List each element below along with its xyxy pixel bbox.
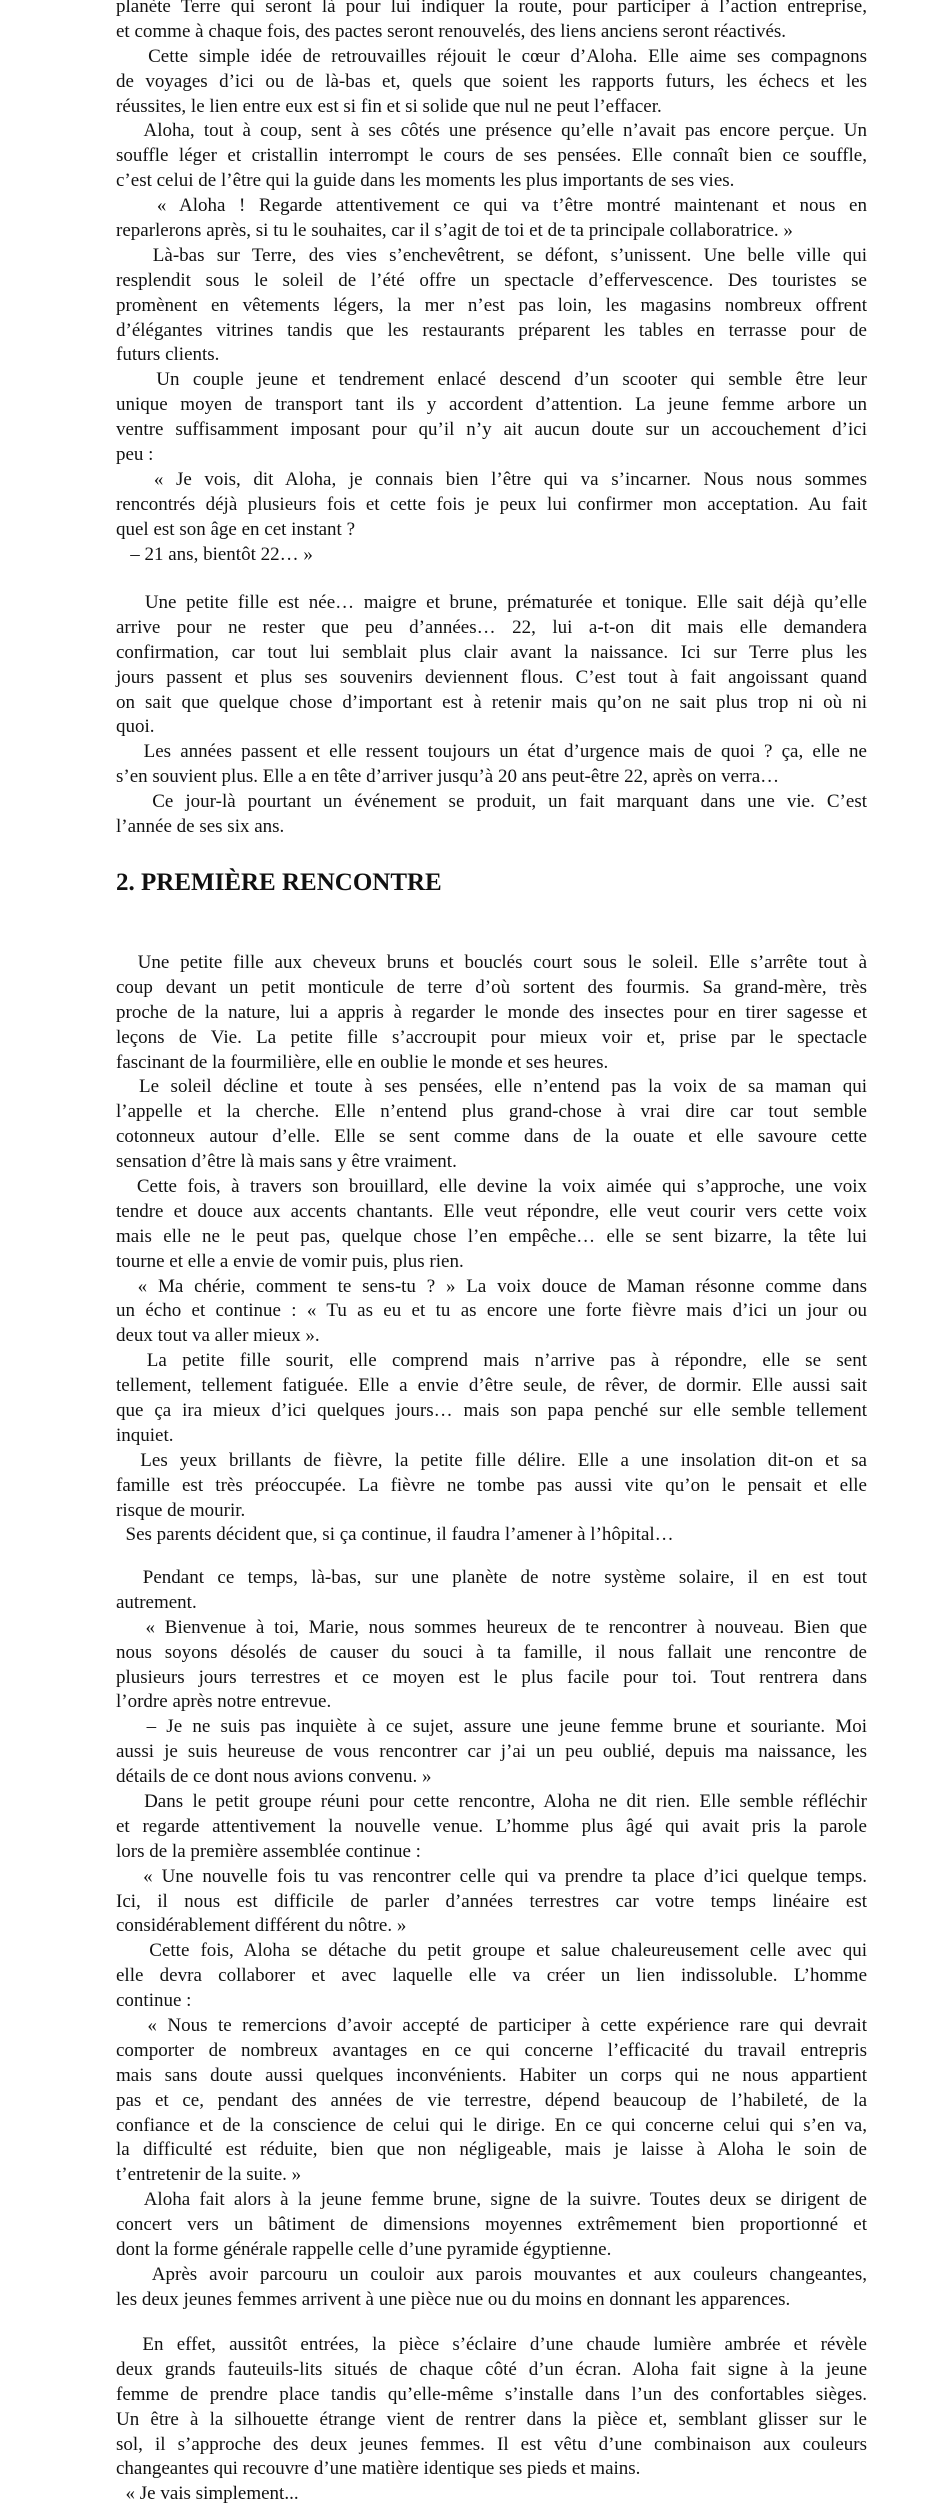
text-line: peu : [116,444,154,466]
text-line: inquiet. [116,1424,174,1446]
paragraph [116,1275,867,1350]
text-line: promènent en vêtements légers, la mer n’est pas loin, les magasins nombreux offrent [116,294,867,316]
text-line: continue : [116,1990,192,2012]
text-line: autrement. [116,1591,197,1613]
text-line: quel est son âge en cet instant ? [116,518,356,540]
paragraph [116,368,867,468]
text-line: coup devant un petit monticule de terre d’où sortent des fourmis. Sa grand-mère, très [116,976,867,998]
text-line: Là-bas sur Terre, des vies s’enchevêtrent, se défont, s’unissent. Une belle ville qui [116,244,867,266]
text-line: cotonneux autour d’elle. Elle se sent comme dans de la ouate et elle savoure cette [116,1126,867,1148]
paragraph [116,194,867,244]
text-line: tellement, tellement fatiguée. Elle a envie d’être seule, de rêver, de dormir. Elle aussi sait [116,1375,867,1397]
text-line: confiance et de la conscience de celui qui le dirige. En ce qui concerne celui qui s’en va, [116,2114,867,2136]
text-line: « Une nouvelle fois tu vas rencontrer celle qui va prendre ta place d’ici quelque temps. [116,1865,867,1887]
text-line: Les années passent et elle ressent toujours un état d’urgence mais de quoi ? ça, elle ne [116,741,867,763]
text-line: Un couple jeune et tendrement enlacé descend d’un scooter qui semble être leur [116,369,867,391]
text-line: l’année de ses six ans. [116,816,285,838]
paragraph [116,740,867,790]
text-line: s’en souvient plus. Elle a en tête d’arriver jusqu’à 20 ans peut-être 22, après on verra… [116,766,780,788]
text-line: Pendant ce temps, là-bas, sur une planète de notre système solaire, il en est tout [116,1567,867,1588]
paragraph [116,119,867,194]
text-line: Une petite fille est née… maigre et brune, prématurée et tonique. Elle sait déjà qu’elle [116,592,867,613]
paragraph [116,1715,867,1790]
text-line: mais elle ne le peut pas, quelque chose l’en empêche… elle se sent bizarre, la tête lui [116,1225,867,1247]
text-line: risque de mourir. [116,1499,246,1521]
text-line: « Je vois, dit Aloha, je connais bien l’être qui va s’incarner. Nous nous sommes [116,468,867,490]
text-block-1 [116,0,867,567]
text-line: Aloha, tout à coup, sent à ses côtés une présence qu’elle n’avait pas encore perçue. Un [116,120,867,142]
text-line: Après avoir parcouru un couloir aux parois mouvantes et aux couleurs changeantes, [116,2263,867,2285]
text-line: jours passent et plus ses souvenirs deviennent flous. C’est tout à fait angoissant quand [116,666,867,688]
paragraph [116,2014,867,2188]
text-line: et comme à chaque fois, des pactes seront renouvelés, des liens anciens seront réactivés. [116,20,787,42]
paragraph [116,45,867,120]
text-line: la difficulté est réduite, bien que non négligeable, mais je laisse à Aloha le soin de [116,2139,867,2161]
text-line: Aloha fait alors à la jeune femme brune, signe de la suivre. Toutes deux se dirigent de [116,2189,867,2211]
text-line: rencontrés déjà plusieurs fois et cette fois je peux lui confirmer mon acceptation. Au fait [116,493,867,515]
text-line: Ce jour-là pourtant un événement se produit, un fait marquant dans une vie. C’est [116,791,867,813]
text-line: quoi. [116,716,155,738]
text-line: Les yeux brillants de fièvre, la petite fille délire. Elle a une insolation dit-on et sa [116,1449,867,1471]
text-line: reparlerons après, si tu le souhaites, car il s’agit de toi et de ta principale collaboratrice. » [116,220,793,242]
text-line: « Nous te remercions d’avoir accepté de participer à cette expérience rare qui devrait [116,2015,867,2037]
text-line: En effet, aussitôt entrées, la pièce s’éclaire d’une chaude lumière ambrée et révèle [116,2334,867,2355]
paragraph [116,790,867,840]
paragraph [116,2333,867,2482]
text-line: un écho et continue : « Tu as eu et tu as encore une forte fièvre mais d’ici un jour ou [116,1300,867,1322]
text-line: lors de la première assemblée continue : [116,1840,421,1862]
text-line: leçons de Vie. La petite fille s’accroupit pour mieux voir et, prise par le spectacle [116,1026,867,1048]
text-line: tendre et douce aux accents chantants. Elle veut répondre, elle veut courir vers cette voix [116,1200,867,1222]
text-block-5 [116,2333,867,2507]
paragraph [116,2482,867,2507]
paragraph [116,1790,867,1865]
text-line: l’ordre après notre entrevue. [116,1691,332,1713]
paragraph [116,1616,867,1716]
text-line: sol, il s’approche des deux jeunes femmes. Il est vêtu d’une combinaison aux couleurs [116,2433,867,2455]
text-line: considérablement différent du nôtre. » [116,1915,407,1937]
text-line: « Ma chérie, comment te sens-tu ? » La voix douce de Maman résonne comme dans [116,1275,867,1297]
text-line: de voyages d’ici ou de là-bas et, quels que soient les rapports futurs, les échecs et les [116,70,867,92]
paragraph [116,1449,867,1524]
paragraph [116,1175,867,1275]
text-block-4 [116,1566,867,2313]
text-line: « Bienvenue à toi, Marie, nous sommes heureux de te rencontrer à nouveau. Bien que [116,1616,867,1638]
text-line: resplendit sous le soleil de l’été offre un spectacle d’effervescence. Des touristes se [116,269,867,291]
paragraph [116,1939,867,2014]
paragraph [116,0,867,45]
text-line: tourne et elle a envie de vomir puis, plus rien. [116,1250,464,1272]
text-line: et regarde attentivement la nouvelle venue. L’homme plus âgé qui avait pris la parole [116,1815,867,1837]
chapter-heading: 2. PREMIÈRE RENCONTRE [116,869,442,896]
text-block-3 [116,951,867,1548]
text-line: Ses parents décident que, si ça continue, il faudra l’amener à l’hôpital… [116,1524,674,1546]
paragraph [116,1523,867,1548]
text-line: Cette simple idée de retrouvailles réjouit le cœur d’Aloha. Elle aime ses compagnons [116,45,867,67]
text-line: La petite fille sourit, elle comprend mais n’arrive pas à répondre, elle se sent [116,1350,867,1372]
text-line: Cette fois, à travers son brouillard, elle devine la voix aimée qui s’approche, une voix [116,1176,867,1198]
text-line: proche de la nature, lui a appris à regarder le monde des insectes pour en tirer sagesse et [116,1001,867,1023]
text-line: Ici, il nous est difficile de parler d’années terrestres car votre temps linéaire est [116,1890,867,1912]
text-line: unique moyen de transport tant ils y accordent d’attention. La jeune femme arbore un [116,394,867,416]
paragraph [116,1349,867,1449]
text-line: « Je vais simplement... [116,2483,299,2505]
text-line: famille est très préoccupée. La fièvre ne tombe pas aussi vite qu’on le pensait et elle [116,1474,867,1496]
paragraph [116,1865,867,1940]
text-line: dont la forme générale rappelle celle d’une pyramide égyptienne. [116,2239,612,2261]
text-line: souffle léger et cristallin interrompt le cours de ses pensées. Elle connaît bien ce souffle, [116,145,867,167]
paragraph [116,591,867,740]
paragraph [116,1566,867,1616]
text-line: deux grands fauteuils-lits situés de chaque côté d’un écran. Aloha fait signe à la jeune [116,2358,867,2380]
text-line: femme de prendre place tandis qu’elle-même s’installe dans l’un des confortables sièges. [116,2383,867,2405]
text-line: réussites, le lien entre eux est si fin et si solide que nul ne peut l’effacer. [116,95,662,117]
text-line: ventre suffisamment imposant pour qu’il n’y ait aucun doute sur un accouchement d’ici [116,419,867,441]
text-line: c’est celui de l’être qui la guide dans les moments les plus importants de ses vies. [116,170,735,192]
text-line: – 21 ans, bientôt 22… » [116,543,313,565]
paragraph [116,468,867,543]
paragraph [116,2263,867,2313]
text-line: mais sans doute aussi quelques inconvénients. Habiter un corps qui ne nous appartient [116,2064,867,2086]
text-line: comporter de nombreux avantages en ce qui concerne l’efficacité du travail entrepris [116,2039,867,2061]
text-line: nous soyons désolés de causer du souci à ta famille, il nous fallait une rencontre de [116,1641,867,1663]
paragraph [116,951,867,1075]
text-block-2 [116,591,867,840]
paragraph [116,2188,867,2263]
text-line: – Je ne suis pas inquiète à ce sujet, assure une jeune femme brune et souriante. Moi [116,1716,867,1738]
text-line: l’appelle et la cherche. Elle n’entend plus grand-chose à vrai dire car tout semble [116,1101,867,1123]
text-line: plusieurs jours terrestres et ce moyen est le plus facile pour toi. Tout rentrera dans [116,1666,867,1688]
text-line: Un être à la silhouette étrange vient de rentrer dans la pièce et, semblant glisser sur le [116,2408,867,2430]
text-line: Le soleil décline et toute à ses pensées, elle n’entend pas la voix de sa maman qui [116,1076,867,1098]
text-line: aussi je suis heureuse de vous rencontrer car j’ai un peu oublié, depuis ma naissance, les [116,1741,867,1763]
text-line: que ça ira mieux d’ici quelques jours… mais son papa penché sur elle semble tellement [116,1400,867,1422]
text-line: Dans le petit groupe réuni pour cette rencontre, Aloha ne dit rien. Elle semble réfléchir [116,1791,867,1813]
text-line: Une petite fille aux cheveux bruns et bouclés court sous le soleil. Elle s’arrête tout à [116,952,867,973]
text-line: d’élégantes vitrines tandis que les restaurants préparent les tables en terrasse pour de [116,319,867,341]
text-line: futurs clients. [116,344,220,366]
text-line: confirmation, car tout lui semblait plus clair avant la naissance. Ici sur Terre plus les [116,641,867,663]
text-line: fascinant de la fourmilière, elle en oublie le monde et ses heures. [116,1051,609,1073]
paragraph [116,244,867,368]
text-line: Cette fois, Aloha se détache du petit groupe et salue chaleureusement celle avec qui [116,1940,867,1962]
text-line: pas et ce, pendant des années de vie terrestre, dépend beaucoup de l’habileté, de la [116,2089,867,2111]
text-line: planète Terre qui seront là pour lui indiquer la route, pour participer à l’action entreprise, [116,0,867,17]
text-line: « Aloha ! Regarde attentivement ce qui va t’être montré maintenant et nous en [116,195,867,217]
paragraph [116,543,867,568]
paragraph [116,1075,867,1175]
text-line: elle devra collaborer et avec laquelle elle va créer un lien indissoluble. L’homme [116,1965,867,1987]
text-line: arrive pour ne rester que peu d’années… 22, lui a-t-on dit mais elle demandera [116,616,867,638]
text-line: changeantes qui recouvre d’une matière identique ses pieds et mains. [116,2458,641,2480]
text-line: détails de ce dont nous avions convenu. » [116,1766,432,1788]
text-line: sensation d’être là mais sans y être vraiment. [116,1151,457,1173]
text-line: concert vers un bâtiment de dimensions moyennes extrêmement bien proportionné et [116,2214,867,2236]
text-line: deux tout va aller mieux ». [116,1325,320,1347]
text-line: les deux jeunes femmes arrivent à une pièce nue ou du moins en donnant les apparences. [116,2288,791,2310]
text-line: on sait que quelque chose d’important est à retenir mais qu’on ne sait plus trop ni où ni [116,691,867,713]
text-line: t’entretenir de la suite. » [116,2164,302,2186]
